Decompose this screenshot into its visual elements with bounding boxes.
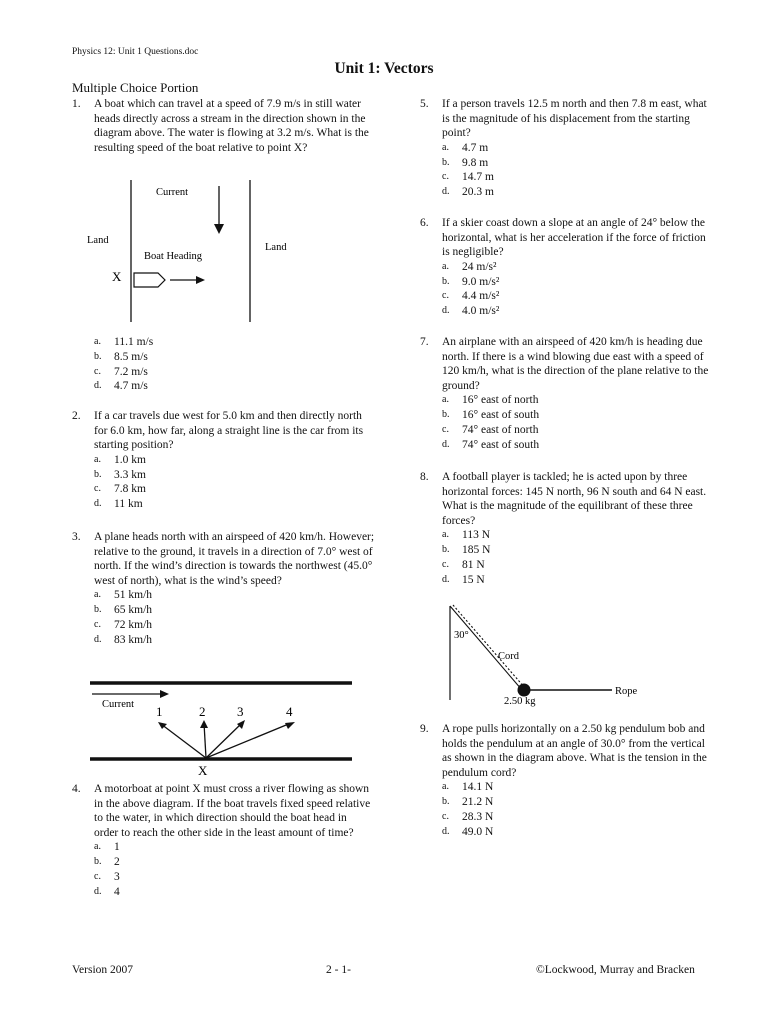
option-b[interactable]: b. 9.8 m	[442, 156, 489, 169]
option-c[interactable]: c. 3	[94, 870, 120, 883]
option-c[interactable]: c. 74° east of north	[442, 423, 539, 436]
option-a[interactable]: a. 24 m/s²	[442, 260, 497, 273]
option-b[interactable]: b. 21.2 N	[442, 796, 494, 809]
question-stem: A rope pulls horizontally on a 2.50 kg pendulum bob and holds the pendulum at an angle of 30.0° from the vertical as shown in the diagram above. What is the tension in the pendulum cord?	[442, 723, 707, 779]
option-c[interactable]: c. 14.7 m	[442, 171, 494, 184]
option-a[interactable]: a. 4.7 m	[442, 141, 489, 154]
option-d[interactable]: d. 49.0 N	[442, 825, 494, 838]
river-diagram	[72, 676, 372, 780]
question-stem: An airplane with an airspeed of 420 km/h is heading due north. If there is a wind blowing due east with a speed of 120 km/h, what is the direction of the plane relative to the ground?	[442, 336, 709, 392]
angle-label: 30°	[454, 630, 469, 641]
pendulum-diagram	[440, 600, 660, 712]
point-x-label: X	[112, 269, 122, 284]
question-9: 9. A rope pulls horizontally on a 2.50 kg pendulum bob and holds the pendulum at an angle of 30.0° from the vertical as shown in the diagram above. What is the tension in the pendulum cord? a. 14.1 N b. 21.2 N c. 28.3 N d. 49.0 N	[420, 722, 716, 840]
option-a[interactable]: a. 1	[94, 841, 120, 854]
question-stem: A motorboat at point X must cross a river flowing as shown in the above diagram. If the boat travels fixed speed relative to the water, in which direction should the boat head in order to reach the other side in the least amount of time?	[94, 783, 371, 839]
boat-heading-label: Boat Heading	[144, 251, 203, 262]
current-label: Current	[156, 187, 189, 198]
option-d[interactable]: d. 15 N	[442, 573, 485, 586]
question-stem: A football player is tackled; he is acted upon by three horizontal forces: 145 N north, 96 N south and 64 N east. What is the magnitude of the equilibrant of these three forces?	[442, 471, 707, 527]
question-stem: A boat which can travel at a speed of 7.9 m/s in still water heads directly across a stream in the direction shown in the diagram above. The water is flowing at 3.2 m/s. What is the resulting speed of the boat relative to point X?	[94, 98, 369, 154]
question-8: 8. A football player is tackled; he is acted upon by three horizontal forces: 145 N north, 96 N south and 64 N east. What is the magnitude of the equilibrant of these three forces? a. 113 N b. 185 N c. 81 N d. 15 N	[420, 470, 718, 588]
current-arrowhead	[160, 690, 169, 698]
option-b[interactable]: b. 185 N	[442, 544, 491, 557]
question-7: 7. An airplane with an airspeed of 420 km/h is heading due north. If there is a wind blowing due east with a speed of 120 km/h, what is the direction of the plane relative to the ground? a. 16° east of north b. 16° east of south c. 74° east of north d. 74° east of south	[420, 335, 716, 453]
direction-label-2: 2	[199, 704, 206, 719]
options-1	[72, 335, 372, 394]
question-stem: If a car travels due west for 5.0 km and then directly north for 6.0 km, how far, along a straight line is the car from its starting position?	[94, 410, 364, 452]
direction-arrow-1	[161, 724, 206, 758]
option-d[interactable]: d. 4.0 m/s²	[442, 305, 500, 318]
option-b[interactable]: b. 16° east of south	[442, 409, 540, 422]
option-b[interactable]: b. 2	[94, 856, 120, 869]
direction-label-3: 3	[237, 704, 244, 719]
direction-arrow-4	[206, 723, 291, 758]
option-c[interactable]: c. 4.4 m/s²	[442, 290, 500, 303]
option-a[interactable]: a. 51 km/h	[94, 589, 153, 602]
option-b[interactable]: b. 65 km/h	[94, 604, 153, 617]
question-4: 4. A motorboat at point X must cross a river flowing as shown in the above diagram. If the boat travels fixed speed relative to the water, in which direction should the boat head in order to reach the other side in the least amount of time? a. 1 b. 2 c. 3 d. 4	[72, 783, 371, 898]
land-right-label: Land	[265, 242, 287, 253]
direction-label-1: 1	[156, 704, 163, 719]
footer-copyright: ©Lockwood, Murray and Bracken	[536, 964, 695, 976]
direction-arrow-3	[206, 723, 242, 758]
option-d[interactable]: d. 83 km/h	[94, 633, 153, 646]
option-b[interactable]: b. 3.3 km	[94, 468, 146, 481]
option-c[interactable]: c. 81 N	[442, 558, 485, 571]
question-2: 2. If a car travels due west for 5.0 km and then directly north for 6.0 km, how far, along a straight line is the car from its starting position? a. 1.0 km b. 3.3 km c. 7.8 km d. 11 km	[72, 409, 372, 512]
land-left-label: Land	[87, 235, 109, 246]
direction-arrow-2	[204, 723, 206, 758]
cord-label: Cord	[498, 651, 519, 662]
option-c[interactable]: c. 7.2 m/s	[94, 365, 148, 378]
heading-arrowhead	[196, 276, 205, 284]
question-stem: If a skier coast down a slope at an angle of 24° below the horizontal, what is her acceleration if the force of friction is negligible?	[442, 217, 706, 259]
direction-label-4: 4	[286, 704, 293, 719]
option-b[interactable]: b. 9.0 m/s²	[442, 275, 500, 288]
question-stem: A plane heads north with an airspeed of 420 km/h. However; relative to the ground, it travels in a direction of 7.0° west of north. If the wind’s direction is towards the northwest (45.0° west of north), what is the wind’s speed?	[94, 531, 375, 587]
section-subtitle: Multiple Choice Portion	[72, 80, 199, 95]
option-d[interactable]: d. 4.7 m/s	[94, 380, 148, 393]
mass-label: 2.50 kg	[504, 696, 536, 707]
boat-icon	[134, 273, 165, 287]
document-header: Physics 12: Unit 1 Questions.doc	[72, 47, 199, 57]
option-c[interactable]: c. 72 km/h	[94, 618, 153, 631]
boat-diagram	[72, 172, 372, 330]
option-a[interactable]: a. 1.0 km	[94, 453, 146, 466]
pendulum-bob	[518, 684, 531, 697]
option-d[interactable]: d. 4	[94, 885, 120, 898]
option-d[interactable]: d. 11 km	[94, 498, 143, 511]
footer-version: Version 2007	[72, 964, 134, 976]
option-a[interactable]: a. 16° east of north	[442, 394, 539, 407]
question-5: 5. If a person travels 12.5 m north and then 7.8 m east, what is the magnitude of his displacement from the starting point? a. 4.7 m b. 9.8 m c. 14.7 m d. 20.3 m	[420, 97, 712, 200]
option-a[interactable]: a. 11.1 m/s	[94, 336, 154, 348]
option-c[interactable]: c. 28.3 N	[442, 810, 494, 823]
page-title: Unit 1: Vectors	[334, 60, 434, 77]
current-arrowhead	[214, 224, 224, 234]
option-a[interactable]: a. 14.1 N	[442, 781, 494, 794]
pendulum-cord	[450, 605, 525, 690]
option-b[interactable]: b. 8.5 m/s	[94, 350, 148, 363]
option-d[interactable]: d. 20.3 m	[442, 186, 494, 199]
current-label: Current	[102, 699, 135, 710]
question-number: 1.	[72, 98, 81, 110]
option-d[interactable]: d. 74° east of south	[442, 438, 540, 451]
point-x-label: X	[198, 763, 208, 778]
footer-page-number: 2 - 1-	[326, 964, 351, 976]
question-3: 3. A plane heads north with an airspeed of 420 km/h. However; relative to the ground, it travels in a direction of 7.0° west of north. If the wind’s direction is towards the northwest (45.0° west of north), what is the wind’s speed? a. 51 km/h b. 65 km/h c. 72 km/h d. 83 km/h	[72, 530, 380, 648]
option-a[interactable]: a. 113 N	[442, 529, 491, 542]
question-stem: If a person travels 12.5 m north and then 7.8 m east, what is the magnitude of his displacement from the starting point?	[442, 98, 707, 140]
rope-label: Rope	[615, 686, 638, 697]
question-6: 6. If a skier coast down a slope at an angle of 24° below the horizontal, what is her acceleration if the force of friction is negligible? a. 24 m/s² b. 9.0 m/s² c. 4.4 m/s² d. 4.0 m/s²	[420, 216, 716, 319]
question-1	[72, 97, 372, 155]
option-c[interactable]: c. 7.8 km	[94, 483, 146, 496]
